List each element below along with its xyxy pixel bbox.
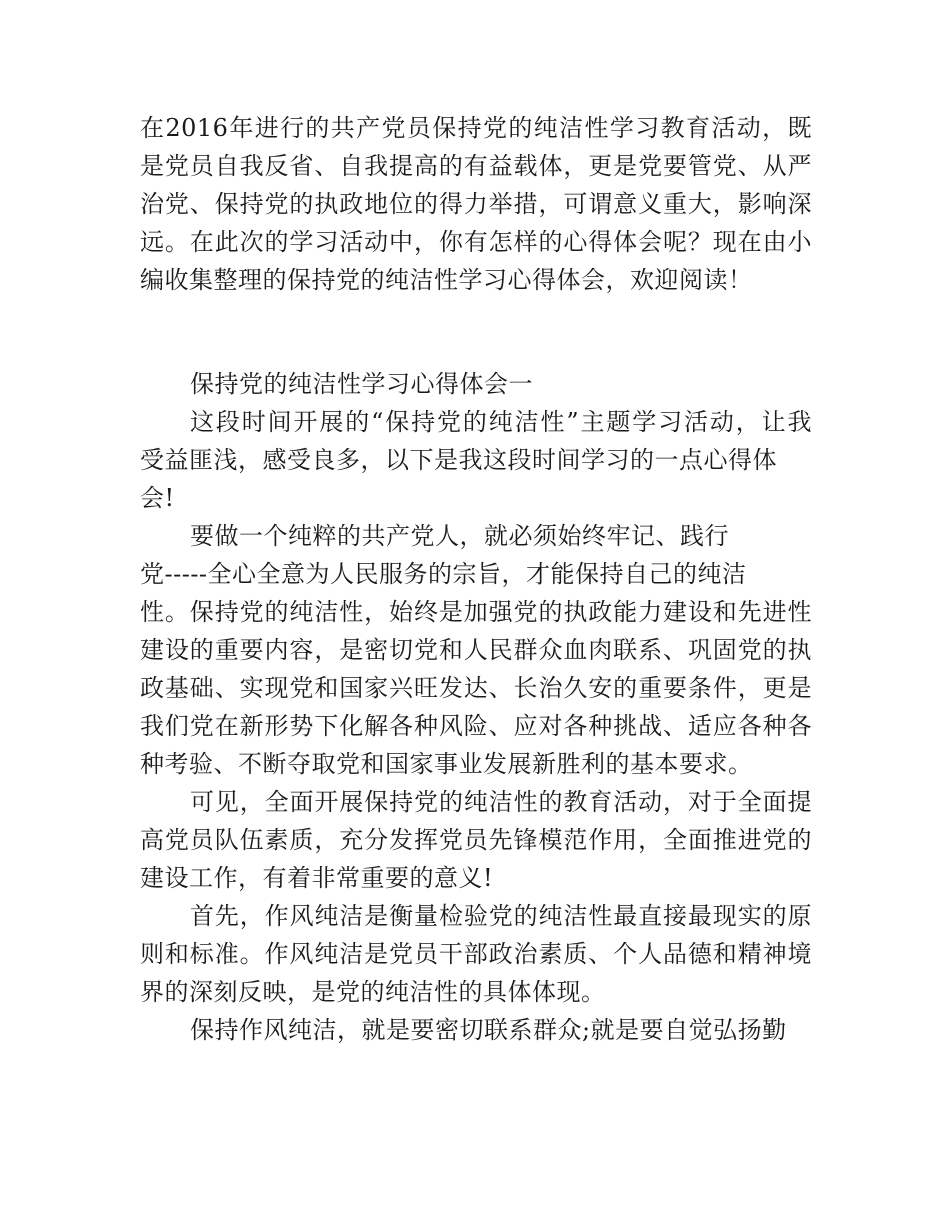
- body-line: 则和标准。作风纯洁是党员干部政治素质、个人品德和精神境: [140, 940, 812, 968]
- body-line: 政基础、实现党和国家兴旺发达、长治久安的重要条件，更是: [140, 674, 812, 702]
- body-line: 界的深刻反映，是党的纯洁性的具体体现。: [140, 978, 606, 1006]
- body-line: 我们党在新形势下化解各种风险、应对各种挑战、适应各种各: [140, 712, 812, 740]
- body-line: 建设工作，有着非常重要的意义!: [140, 864, 494, 892]
- intro-line: 在2016年进行的共产党员保持党的纯洁性学习教育活动，既: [140, 114, 812, 142]
- intro-line: 治党、保持党的执政地位的得力举措，可谓意义重大，影响深: [140, 190, 812, 218]
- body-line: 种考验、不断夺取党和国家事业发展新胜利的基本要求。: [140, 750, 753, 778]
- body-line: 受益匪浅，感受良多，以下是我这段时间学习的一点心得体: [140, 446, 777, 474]
- intro-line: 是党员自我反省、自我提高的有益载体，更是党要管党、从严: [140, 152, 812, 180]
- intro-line: 远。在此次的学习活动中，你有怎样的心得体会呢？现在由小: [140, 228, 812, 256]
- intro-paragraph: [140, 109, 812, 299]
- body-text: [140, 365, 812, 1049]
- body-line: 首先，作风纯洁是衡量检验党的纯洁性最直接最现实的原: [190, 902, 812, 930]
- body-line: 会!: [140, 484, 175, 512]
- section-heading: 保持党的纯洁性学习心得体会一: [190, 370, 533, 398]
- body-line: 高党员队伍素质，充分发挥党员先锋模范作用，全面推进党的: [140, 826, 812, 854]
- body-line: 要做一个纯粹的共产党人，就必须始终牢记、践行: [190, 522, 729, 550]
- body-line: 党-----全心全意为人民服务的宗旨，才能保持自己的纯洁: [140, 560, 747, 588]
- body-line: 保持作风纯洁，就是要密切联系群众;就是要自觉弘扬勤: [190, 1016, 787, 1044]
- intro-line: 编收集整理的保持党的纯洁性学习心得体会，欢迎阅读！: [140, 266, 753, 294]
- body-line: 这段时间开展的“保持党的纯洁性”主题学习活动，让我: [190, 408, 812, 436]
- body-line: 建设的重要内容，是密切党和人民群众血肉联系、巩固党的执: [140, 636, 812, 664]
- body-line: 性。保持党的纯洁性，始终是加强党的执政能力建设和先进性: [140, 598, 812, 626]
- body-line: 可见，全面开展保持党的纯洁性的教育活动，对于全面提: [190, 788, 812, 816]
